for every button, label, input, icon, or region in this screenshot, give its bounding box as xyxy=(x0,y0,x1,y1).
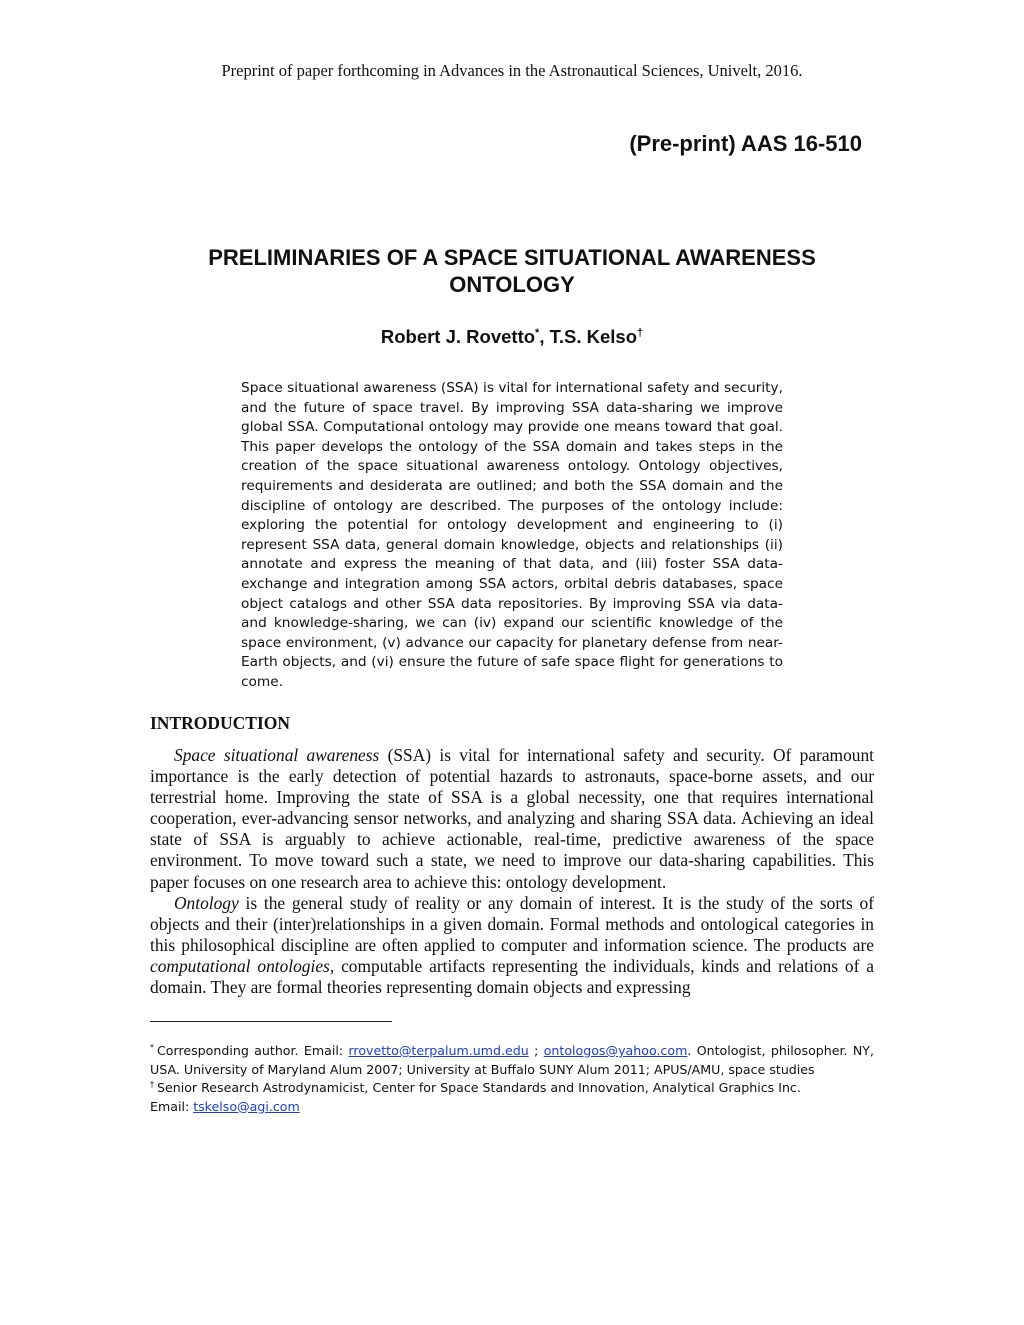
author-2-footnote-mark: † xyxy=(637,326,644,339)
footnote-2-text: Senior Research Astrodynamicist, Center for Space Standards and Innovation, Analytical Graphics Inc. xyxy=(157,1080,801,1095)
footnote-1-prefix: Corresponding author. Email: xyxy=(157,1043,349,1058)
preprint-note: Preprint of paper forthcoming in Advances in the Astronautical Sciences, Univelt, 2016. xyxy=(221,61,803,80)
section-heading-introduction: INTRODUCTION xyxy=(150,713,291,733)
footnotes xyxy=(150,1042,874,1116)
introduction-paragraph-2 xyxy=(150,893,874,998)
term-space-situational-awareness: Space situational awareness xyxy=(174,745,380,765)
author-separator: , xyxy=(539,326,550,347)
footnote-1-mark: * xyxy=(150,1042,154,1052)
paragraph-2-text-a: is the general study of reality or any domain of interest. It is the study of the sorts of objects and their (inter)relationships in a given domain. Formal methods and ontological categories in this philosophical discipline are often applied to computer and information science. The products are xyxy=(150,892,874,955)
title-line-2: ONTOLOGY xyxy=(449,272,575,297)
introduction-body xyxy=(150,745,874,998)
paragraph-2-text-b: computable artifacts representing the individuals, kinds and relations of a domain. They are formal theories representing domain objects and expressing xyxy=(150,955,874,998)
footnote-1-suffix: . Ontologist, philosopher. NY, USA. University of Maryland Alum 2007; University at Buffalo SUNY Alum 2011; APUS/AMU, space studies xyxy=(150,1043,875,1077)
paper-id: (Pre-print) AAS 16-510 xyxy=(629,131,862,156)
introduction-paragraph-1 xyxy=(150,745,874,893)
author-list xyxy=(0,326,1024,348)
term-ontology: Ontology xyxy=(174,892,239,913)
paper-title xyxy=(150,244,874,298)
footnote-divider xyxy=(150,1021,392,1022)
footnote-2 xyxy=(150,1079,874,1098)
paragraph-1-text: (SSA) is vital for international safety and security. Of paramount importance is the early detection of potential hazards to astronauts, space-borne assets, and our terrestrial home. Improving the state of SSA is a global necessity, one that requires international cooperation, ever-advancing sensor networks, and analyzing and sharing SSA data. Achieving an ideal state of SSA is arguably to achieve actionable, real-time, predictive awareness of the space environment. To move toward such a state, we need to improve our data-sharing capabilities. This paper focuses on one research area to achieve this: ontology development. xyxy=(150,745,874,892)
email-link-rrovetto[interactable]: rrovetto@terpalum.umd.edu xyxy=(348,1043,529,1058)
author-1: Robert J. Rovetto xyxy=(380,326,536,347)
footnote-2-email-label: Email: xyxy=(150,1098,194,1114)
footnote-1 xyxy=(150,1042,874,1079)
author-2: T.S. Kelso xyxy=(549,326,637,347)
title-line-1: PRELIMINARIES OF A SPACE SITUATIONAL AWARENESS xyxy=(208,245,816,270)
email-link-ontologos[interactable]: ontologos@yahoo.com xyxy=(543,1043,688,1058)
footnote-2-email-line xyxy=(150,1098,874,1117)
abstract: Space situational awareness (SSA) is vital for international safety and security, and the future of space travel. By improving SSA data-sharing we improve global SSA. Computational ontology may provide one means toward that goal. This paper develops the ontology of the SSA domain and takes steps in the creation of the space situational awareness ontology. Ontology objectives, requirements and desiderata are outlined; and both the SSA domain and the discipline of ontology are described. The purposes of the ontology include: exploring the potential for ontology development and engineering to (i) represent SSA data, general domain knowledge, objects and relationships (ii) annotate and express the meaning of that data, and (iii) foster SSA data-exchange and integration among SSA actors, orbital debris databases, space object catalogs and other SSA data repositories. By improving SSA via data- and knowledge-sharing, we can (iv) expand our scientific knowledge of the space environment, (v) advance our capacity for planetary defense from near-Earth objects, and (vi) ensure the future of safe space flight for generations to come. xyxy=(241,380,783,690)
author-1-footnote-mark: * xyxy=(535,326,540,339)
footnote-2-mark: † xyxy=(150,1079,154,1089)
term-computational-ontologies: computational ontologies, xyxy=(150,955,335,976)
footnote-1-separator: ; xyxy=(528,1043,544,1058)
email-link-tskelso[interactable]: tskelso@agi.com xyxy=(193,1098,300,1114)
